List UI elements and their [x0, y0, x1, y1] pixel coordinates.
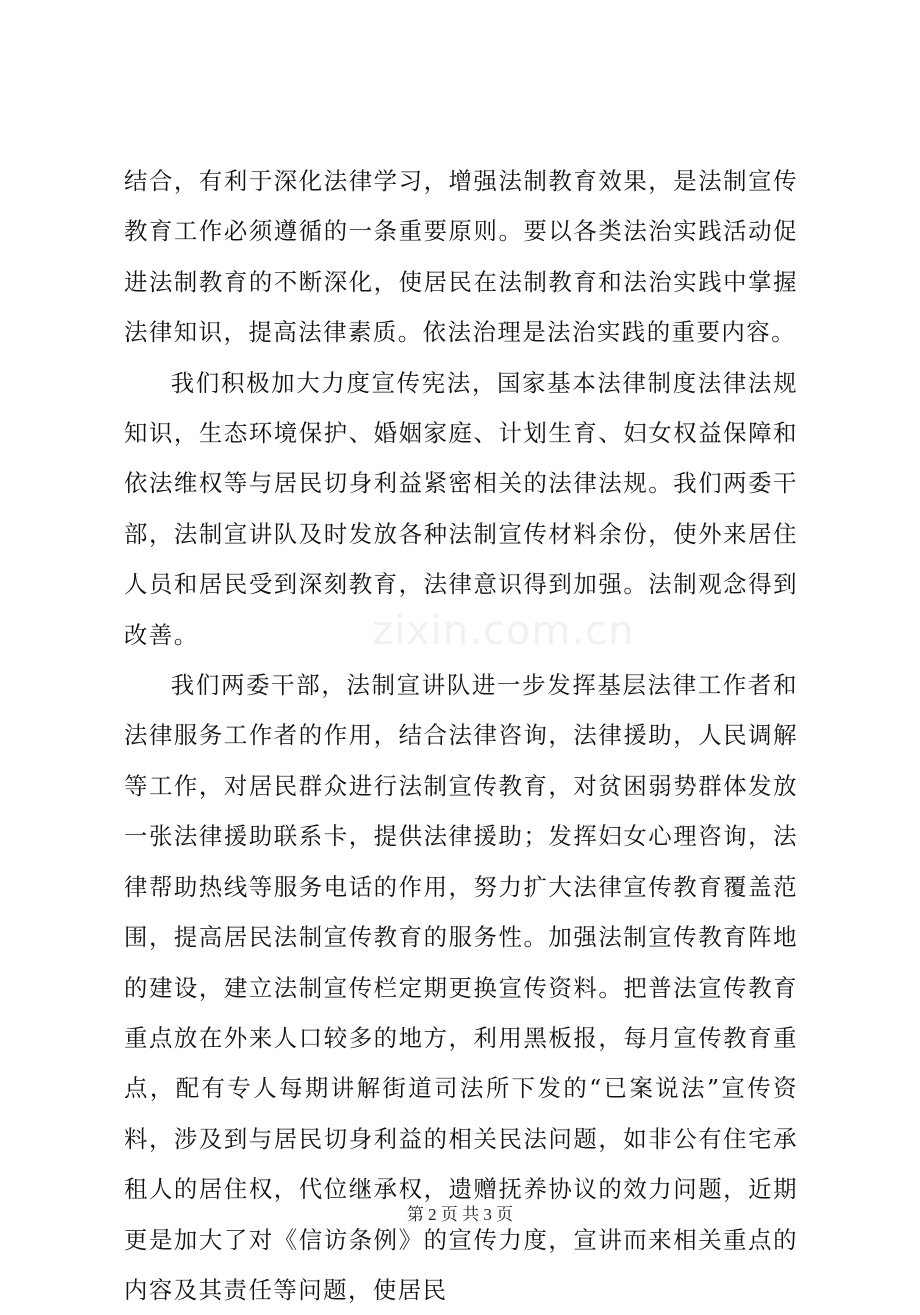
document-body [124, 156, 798, 1315]
paragraph-1: 结合，有利于深化法律学习，增强法制教育效果，是法制宣传教育工作必须遵循的一条重要原则。要以各类法治实践活动促进法制教育的不断深化，使居民在法制教育和法治实践中掌握法律知识，提高法律素质。依法治理是法治实践的重要内容。 [124, 167, 798, 347]
watermark: zixin.com.cn [372, 608, 635, 654]
paragraph-2: 我们积极加大力度宣传宪法，国家基本法律制度法律法规知识，生态环境保护、婚姻家庭、计划生育、妇女权益保障和依法维权等与居民切身利益紧密相关的法律法规。我们两委干部，法制宣讲队及时发放各种法制宣传材料余份，使外来居住人员和居民受到深刻教育，法律意识得到加强。法制观念得到改善。 [124, 368, 798, 649]
paragraph-3: 我们两委干部，法制宣讲队进一步发挥基层法律工作者和法律服务工作者的作用，结合法律咨询，法律援助，人民调解等工作，对居民群众进行法制宣传教育，对贫困弱势群体发放一张法律援助联系卡，提供法律援助；发挥妇女心理咨询，法律帮助热线等服务电话的作用，努力扩大法律宣传教育覆盖范围，提高居民法制宣传教育的服务性。加强法制宣传教育阵地的建设，建立法制宣传栏定期更换宣传资料。把普法宣传教育重点放在外来人口较多的地方，利用黑板报，每月宣传教育重点，配有专人每期讲解街道司法所下发的“已案说法”宣传资料，涉及到与居民切身利益的相关民法问题，如非公有住宅承租人的居住权，代位继承权，遗赠抚养协议的效力问题，近期更是加大了对《信访条例》的宣传力度，宣讲而来相关重点的内容及其责任等问题，使居民 [124, 671, 798, 1304]
page-footer: 第 2 页 共 3 页 [406, 1205, 514, 1224]
